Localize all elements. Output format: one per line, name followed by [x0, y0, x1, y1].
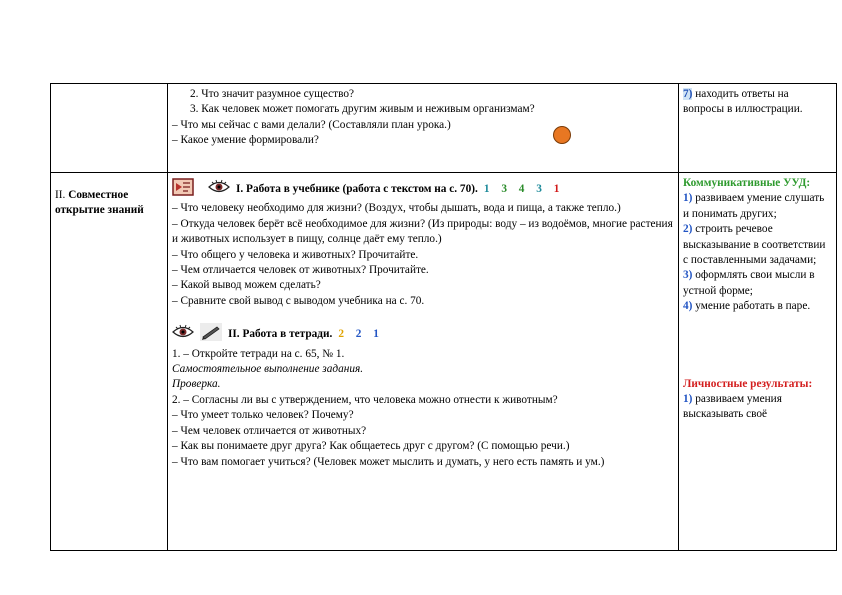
instruction-line: Проверка.	[172, 378, 221, 391]
question-line: – Что умеет только человек? Почему?	[172, 409, 354, 422]
task-number: 3	[501, 183, 507, 195]
question-line: 1. – Откройте тетради на с. 65, № 1.	[172, 347, 345, 360]
uud-item	[683, 268, 832, 299]
task2-header	[172, 323, 674, 346]
textbook-icon	[172, 178, 194, 201]
uud-item-number: 1)	[683, 393, 693, 406]
uud-item-number: 4)	[683, 300, 693, 313]
task-number: 3	[536, 183, 542, 195]
question-line: – Откуда человек берёт всё необходимое для жизни? (Из природы: воду – из водоёмов, многие растения и животных использует в пищу, солнце даёт ему тепло.)	[172, 217, 673, 246]
question-line: 3. Как человек может помогать другим живым и неживым организмам?	[190, 103, 535, 116]
uud-item-text: развиваем умения высказывать своё	[683, 393, 782, 421]
question-line: – Чем человек отличается от животных?	[172, 424, 367, 437]
question-line: – Что человеку необходимо для жизни? (Воздух, чтобы дышать, вода и пища, а также тепло.)	[172, 202, 621, 215]
question-line: – Какое умение формировали?	[172, 134, 319, 147]
table-row	[51, 173, 837, 551]
question-line: 2. Что значит разумное существо?	[190, 88, 355, 100]
question-line: – Что мы сейчас с вами делали? (Составляли план урока.)	[172, 118, 451, 131]
task-number: 2	[338, 328, 344, 341]
question-line: – Сравните свой вывод с выводом учебника на с. 70.	[172, 294, 425, 307]
table-row	[51, 84, 837, 173]
uud-item	[683, 222, 832, 268]
uud-cell	[679, 84, 837, 173]
eye-icon	[172, 324, 194, 345]
task1-difficulty-numbers	[484, 182, 569, 197]
content-cell	[168, 173, 679, 551]
question-line: – Какой вывод можем сделать?	[172, 279, 321, 292]
question-line: – Что общего у человека и животных? Прочитайте.	[172, 248, 419, 261]
task1-header	[172, 178, 674, 201]
uud-item	[683, 191, 832, 222]
stage-title: Совместное открытие знаний	[55, 189, 144, 217]
stage-number: II.	[55, 189, 69, 201]
stage-cell-empty	[51, 84, 168, 173]
instruction-line: Самостоятельное выполнение задания.	[172, 363, 364, 376]
task-number: 1	[553, 183, 560, 195]
question-line: – Чем отличается человек от животных? Прочитайте.	[172, 264, 429, 277]
uud-item-number: 3)	[683, 269, 693, 282]
uud-item-number: 7)	[683, 88, 693, 100]
stage-cell	[51, 173, 168, 551]
uud-item-text: развиваем умение слушать и понимать других;	[683, 192, 825, 220]
task-number: 1	[373, 328, 379, 341]
uud-item	[683, 392, 832, 423]
eye-icon	[208, 179, 230, 200]
uud-cell	[679, 173, 837, 551]
question-line: 2. – Согласны ли вы с утверждением, что человека можно отнести к животным?	[172, 393, 558, 406]
uud-item	[683, 299, 832, 314]
question-line: – Что вам помогает учиться? (Человек может мыслить и думать, у него есть память и ум.)	[172, 455, 605, 468]
task1-title: I. Работа в учебнике (работа с текстом на с. 70).	[236, 183, 478, 195]
task-number: 4	[518, 183, 525, 195]
communicative-uud-title: Коммуникативные УУД:	[683, 177, 811, 189]
uud-item-text: находить ответы на вопросы в иллюстрации.	[683, 88, 803, 116]
uud-item-number: 2)	[683, 223, 693, 236]
content-cell	[168, 84, 679, 173]
question-line: – Как вы понимаете друг друга? Как общаетесь друг с другом? (С помощью речи.)	[172, 440, 570, 453]
personal-results-title: Личностные результаты:	[683, 377, 813, 390]
task2-title: II. Работа в тетради.	[228, 328, 333, 341]
orange-circle-marker	[553, 126, 571, 144]
uud-item-text: оформлять свои мысли в устной форме;	[683, 269, 815, 297]
task2-difficulty-numbers	[338, 327, 388, 342]
pen-icon	[200, 323, 222, 346]
uud-item-text: строить речевое высказывание в соответствии с поставленными задачами;	[683, 223, 826, 267]
task-number: 1	[483, 183, 490, 195]
lesson-table	[50, 83, 837, 551]
task-number: 2	[355, 328, 362, 341]
uud-item-text: умение работать в паре.	[692, 300, 811, 313]
uud-item-number: 1)	[683, 192, 693, 205]
